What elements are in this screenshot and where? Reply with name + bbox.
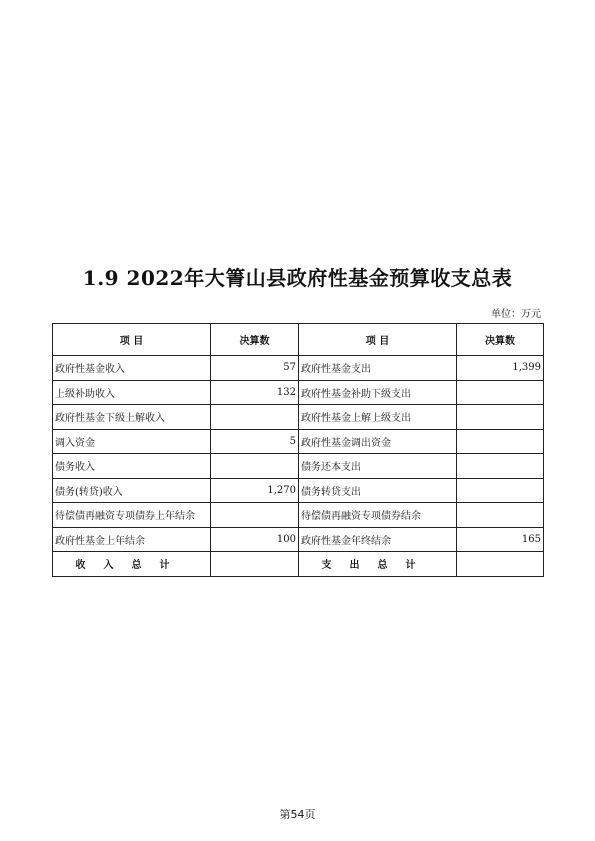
expense-item: 政府性基金上解上级支出 xyxy=(299,405,457,430)
expense-value: 1,399 xyxy=(457,356,544,381)
table-row xyxy=(53,478,544,503)
expense-value: 165 xyxy=(457,527,544,552)
header-right-item: 项 目 xyxy=(299,324,457,356)
table-header-row xyxy=(53,324,544,356)
income-value: 5 xyxy=(211,429,299,454)
expense-item: 待偿债再融资专项债券结余 xyxy=(299,503,457,528)
expense-item: 政府性基金补助下级支出 xyxy=(299,380,457,405)
expense-value xyxy=(457,503,544,528)
income-item: 政府性基金下级上解收入 xyxy=(53,405,211,430)
header-left-value: 决算数 xyxy=(211,324,299,356)
income-value xyxy=(211,405,299,430)
table-row xyxy=(53,454,544,479)
income-item: 政府性基金上年结余 xyxy=(53,527,211,552)
table-row xyxy=(53,527,544,552)
income-value: 57 xyxy=(211,356,299,381)
expense-item: 债务转贷支出 xyxy=(299,478,457,503)
header-right-value: 决算数 xyxy=(457,324,544,356)
unit-label: 单位：万元 xyxy=(491,309,541,320)
table-row xyxy=(53,503,544,528)
expense-value xyxy=(457,478,544,503)
expense-value xyxy=(457,405,544,430)
table-row xyxy=(53,429,544,454)
income-item: 债务收入 xyxy=(53,454,211,479)
income-value: 100 xyxy=(211,527,299,552)
page-number: 第54页 xyxy=(279,808,316,821)
income-item: 政府性基金收入 xyxy=(53,356,211,381)
expense-value xyxy=(457,429,544,454)
income-item: 调入资金 xyxy=(53,429,211,454)
table-row xyxy=(53,380,544,405)
income-item: 待偿债再融资专项债券上年结余 xyxy=(53,503,211,528)
income-total-value xyxy=(211,552,299,577)
income-item: 债务(转贷)收入 xyxy=(53,478,211,503)
income-value xyxy=(211,503,299,528)
table-row xyxy=(53,405,544,430)
expense-total-label: 支出总计 xyxy=(299,552,457,577)
expense-item: 政府性基金调出资金 xyxy=(299,429,457,454)
totals-row xyxy=(53,552,544,577)
expense-total-value xyxy=(457,552,544,577)
expense-item: 政府性基金支出 xyxy=(299,356,457,381)
income-value: 1,270 xyxy=(211,478,299,503)
page-title: 1.9 2022年大箐山县政府性基金预算收支总表 xyxy=(82,266,513,290)
expense-value xyxy=(457,454,544,479)
expense-value xyxy=(457,380,544,405)
income-value xyxy=(211,454,299,479)
header-left-item: 项 目 xyxy=(53,324,211,356)
income-item: 上级补助收入 xyxy=(53,380,211,405)
expense-item: 债务还本支出 xyxy=(299,454,457,479)
expense-item: 政府性基金年终结余 xyxy=(299,527,457,552)
income-total-label: 收入总计 xyxy=(53,552,211,577)
budget-table xyxy=(52,323,544,577)
table-row xyxy=(53,356,544,381)
income-value: 132 xyxy=(211,380,299,405)
